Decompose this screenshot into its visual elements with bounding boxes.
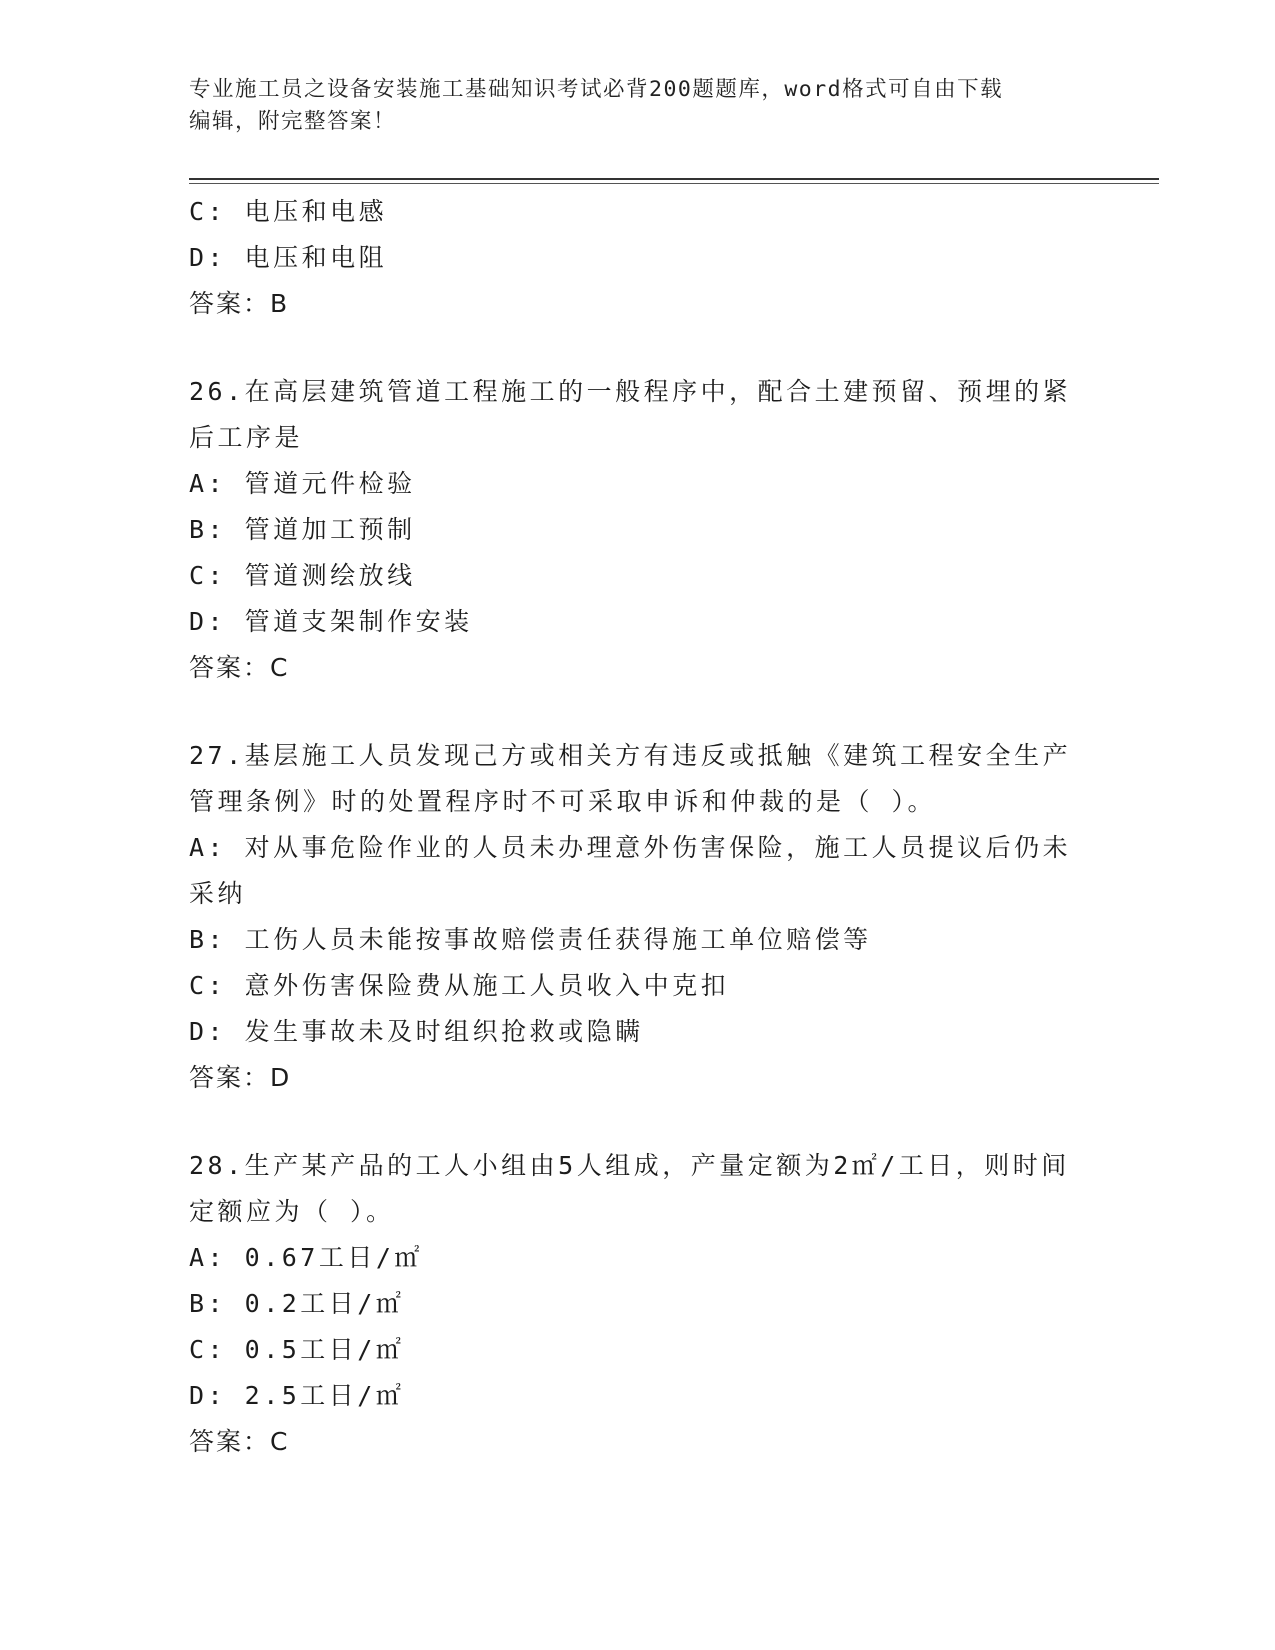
option-d: D: 电压和电阻	[189, 243, 388, 272]
header-title-line-1: 专业施工员之设备安装施工基础知识考试必背200题题库，word格式可自由下载	[189, 77, 1004, 102]
question-26	[189, 369, 1089, 691]
answer-label: 答案：C	[189, 1427, 290, 1456]
option-d: D: 管道支架制作安装	[189, 607, 473, 636]
spacer	[189, 327, 1089, 369]
document-header	[189, 74, 1089, 138]
question-27	[189, 733, 1089, 1101]
answer-label: 答案：D	[189, 1063, 292, 1092]
spacer	[189, 691, 1089, 733]
answer-label: 答案：C	[189, 653, 290, 682]
question-stem: 后工序是	[189, 423, 304, 452]
option-c: C: 管道测绘放线	[189, 561, 416, 590]
question-content	[189, 189, 1089, 1465]
header-divider-thick	[189, 178, 1159, 180]
option-b: B: 工伤人员未能按事故赔偿责任获得施工单位赔偿等	[189, 925, 872, 954]
spacer	[189, 1101, 1089, 1143]
option-c: C: 电压和电感	[189, 197, 388, 226]
answer-label: 答案：B	[189, 289, 290, 318]
question-stem: 28.生产某产品的工人小组由5人组成，产量定额为2㎡/工日，则时间	[189, 1151, 1070, 1180]
option-a: A: 0.67工日/㎡	[189, 1243, 423, 1272]
question-stem: 26.在高层建筑管道工程施工的一般程序中，配合土建预留、预埋的紧	[189, 377, 1072, 406]
header-title-line-2: 编辑，附完整答案！	[189, 109, 397, 134]
option-a: A: 管道元件检验	[189, 469, 416, 498]
question-stem: 定额应为（ ）。	[189, 1197, 395, 1226]
question-28	[189, 1143, 1089, 1465]
option-a: A: 对从事危险作业的人员未办理意外伤害保险，施工人员提议后仍未	[189, 833, 1072, 862]
header-divider-thin	[189, 183, 1159, 184]
question-stem: 27.基层施工人员发现己方或相关方有违反或抵触《建筑工程安全生产	[189, 741, 1072, 770]
option-a-continuation: 采纳	[189, 879, 247, 908]
option-b: B: 管道加工预制	[189, 515, 416, 544]
option-d: D: 2.5工日/㎡	[189, 1381, 405, 1410]
option-d: D: 发生事故未及时组织抢救或隐瞒	[189, 1017, 644, 1046]
question-stem: 管理条例》时的处置程序时不可采取申诉和仲裁的是（ ）。	[189, 787, 937, 816]
option-c: C: 意外伤害保险费从施工人员收入中克扣	[189, 971, 730, 1000]
question-25-continuation	[189, 189, 1089, 327]
option-b: B: 0.2工日/㎡	[189, 1289, 405, 1318]
option-c: C: 0.5工日/㎡	[189, 1335, 405, 1364]
